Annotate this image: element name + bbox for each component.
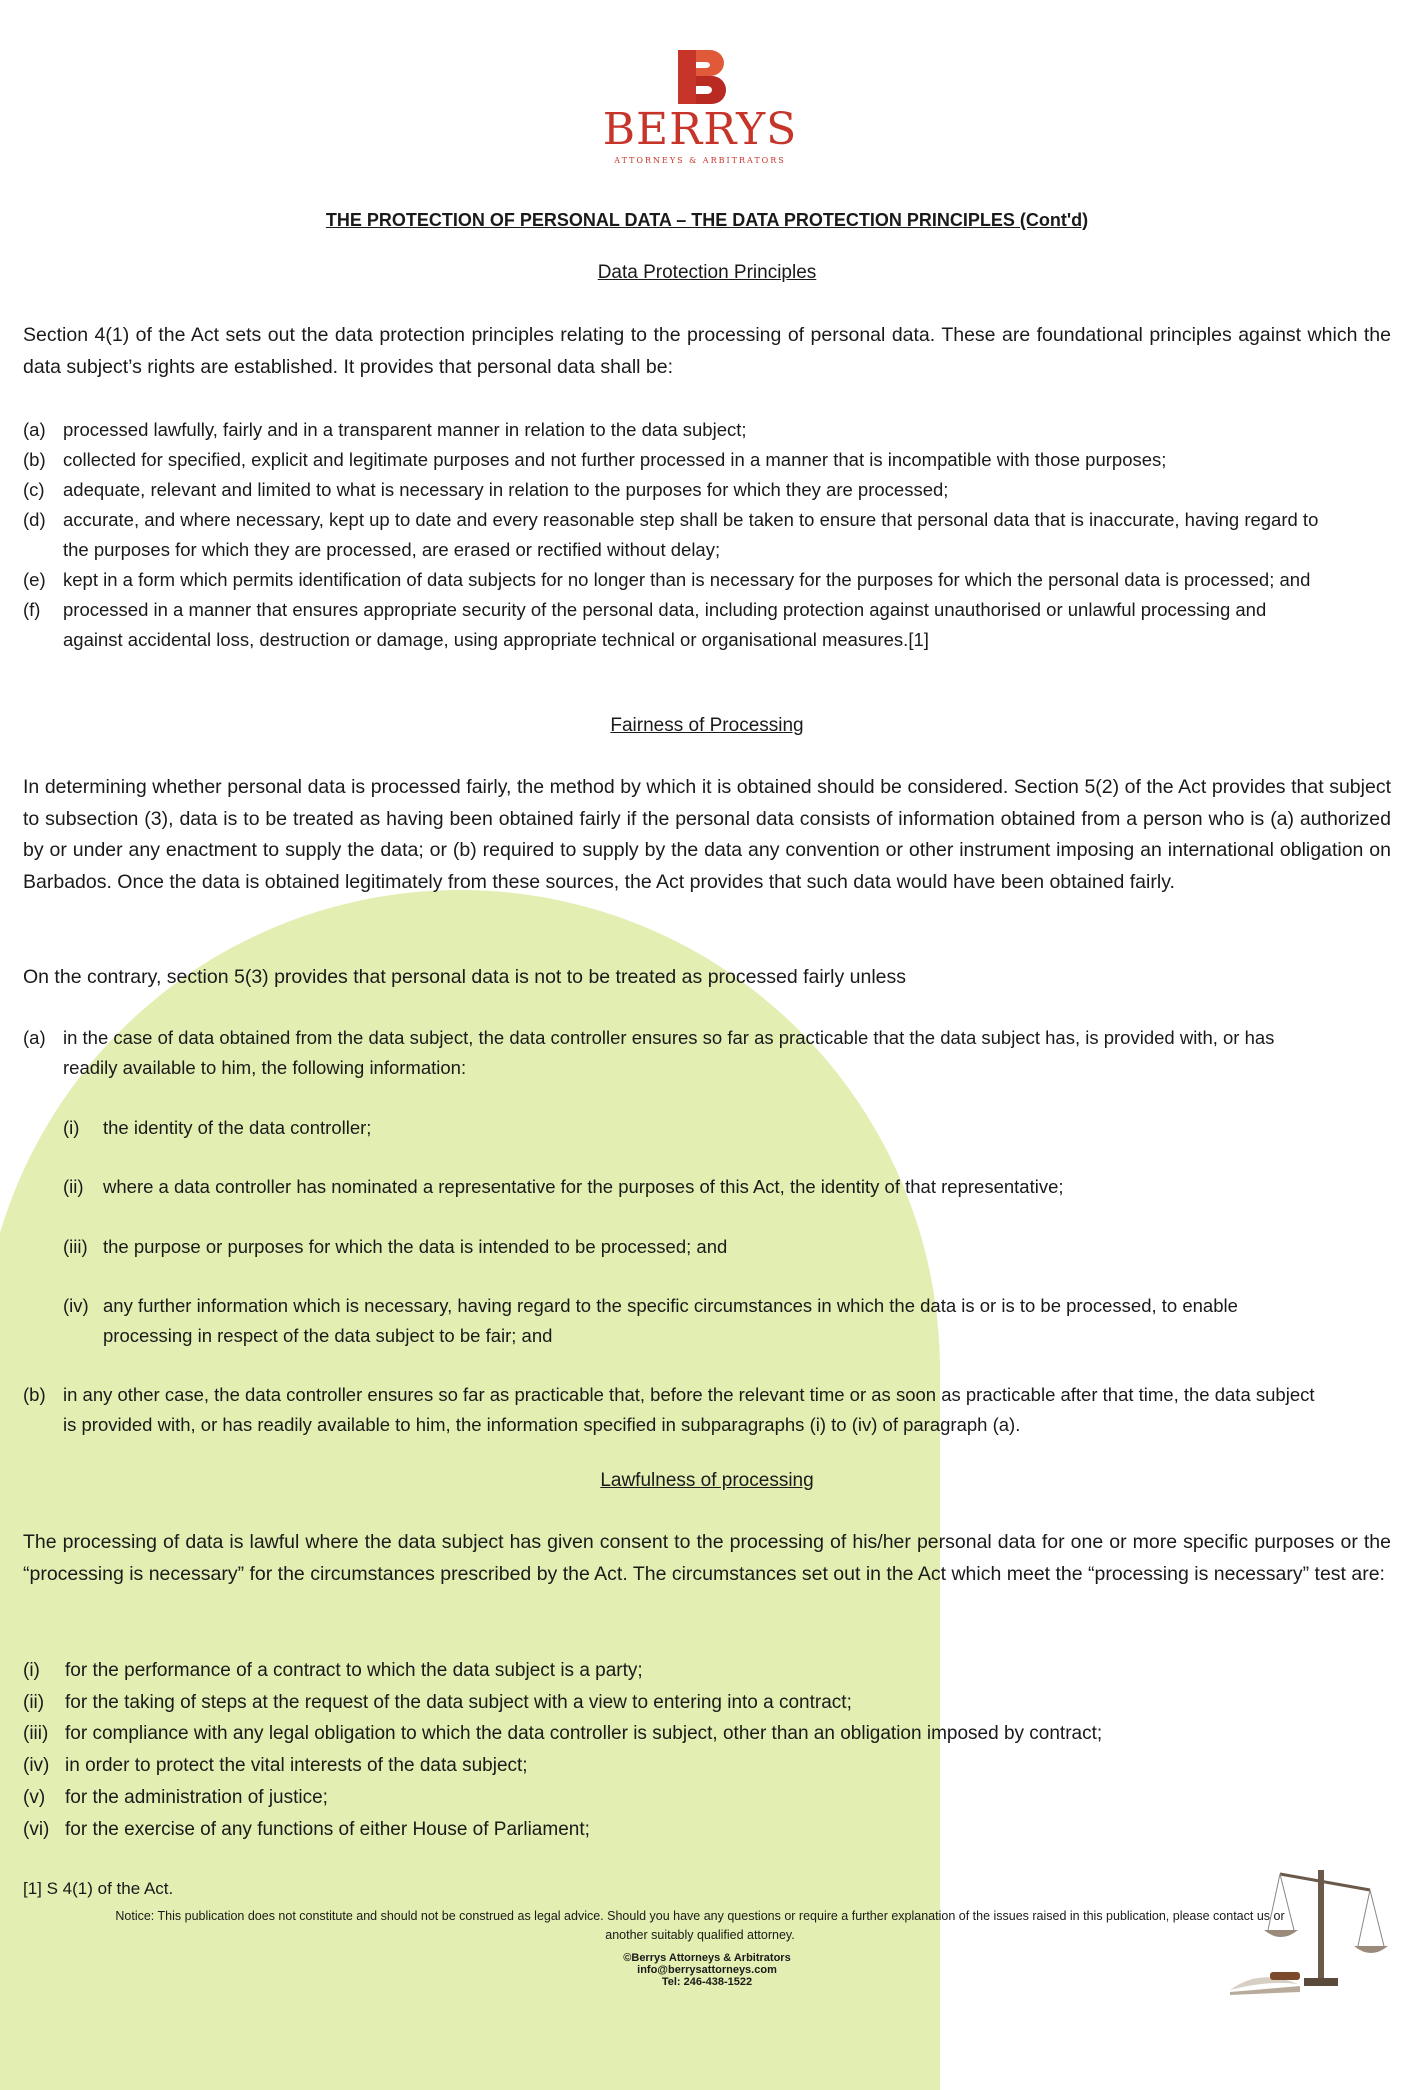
fairness-list-a: [23, 1023, 1323, 1083]
lawfulness-paragraph: The processing of data is lawful where the data subject has given consent to the processing of his/her personal data for one or more specific purposes or the “processing is necessary” for the circumstances prescribed by the Act. The circumstances set out in the Act which meet the “processing is necessary” test are:: [23, 1531, 1391, 1585]
contrary-paragraph: On the contrary, section 5(3) provides that personal data is not to be treated as processed fairly unless: [23, 966, 907, 988]
list-item: (iv) in order to protect the vital interests of the data subject;: [23, 1755, 528, 1777]
heading-lawfulness-of-processing: Lawfulness of processing: [600, 1470, 814, 1491]
scales-of-justice-icon: [1220, 1860, 1400, 1995]
list-item: (vi) for the exercise of any functions of either House of Parliament;: [23, 1818, 590, 1840]
list-item: (v) for the administration of justice;: [23, 1786, 328, 1808]
fairness-paragraph: In determining whether personal data is processed fairly, the method by which it is obtained should be considered. Section 5(2) of the Act provides that subject to subsection (3), data is to be treated as having been obtained fairly if the personal data consists of information obtained from a person who is (a) authorized by or under any enactment to supply the data; or (b) required to supply by the data any convention or other instrument imposing an international obligation on Barbados. Once the data is obtained legitimately from these sources, the Act provides that such data would have been obtained fairly.: [23, 776, 1391, 893]
list-item: (f) processed in a manner that ensures appropriate security of the personal data, including protection against unauthorised or unlawful processing and against accidental loss, destruction or damage, using appropriate technical or organisational measures.[1]: [23, 599, 1267, 650]
list-item: (e) kept in a form which permits identification of data subjects for no longer than is necessary for the purposes for which the personal data is processed; and: [23, 569, 1311, 590]
footer-phone: Tel: 246-438-1522: [661, 1976, 753, 1988]
list-item: (b) in any other case, the data controller ensures so far as practicable that, before the relevant time or as soon as practicable after that time, the data subject is provided with, or has readily available to him, the information specified in subparagraphs (i) to (iv) of paragraph (a).: [23, 1384, 1315, 1435]
list-item: (ii) for the taking of steps at the request of the data subject with a view to entering into a contract;: [23, 1691, 852, 1713]
berrys-b-mark-icon: [670, 48, 730, 106]
sub-list-item: (iv) any further information which is necessary, having regard to the specific circumstances in which the data is or is to be processed, to enable processing in respect of the data subject to be fair; and: [63, 1295, 1238, 1346]
footer-email: info@berrysattorneys.com: [637, 1964, 777, 1976]
list-item: (c) adequate, relevant and limited to what is necessary in relation to the purposes for which they are processed;: [23, 479, 949, 500]
sub-list-item: (i) the identity of the data controller;: [63, 1117, 372, 1138]
footer-copyright: ©Berrys Attorneys & Arbitrators: [623, 1952, 791, 1964]
brand-tagline: ATTORNEYS & ARBITRATORS: [614, 156, 786, 165]
page-title: THE PROTECTION OF PERSONAL DATA – THE DATA PROTECTION PRINCIPLES (Cont'd): [325, 210, 1089, 230]
list-item: (a) in the case of data obtained from the data subject, the data controller ensures so far as practicable that the data subject has, is provided with, or has readily available to him, the following information:: [23, 1027, 1275, 1078]
list-item: (d) accurate, and where necessary, kept up to date and every reasonable step shall be taken to ensure that personal data that is inaccurate, having regard to the purposes for which they are processed, are erased or rectified without delay;: [23, 509, 1319, 560]
brand-name: BERRYS: [602, 104, 798, 155]
berrys-logo: [600, 48, 800, 166]
list-item: (a) processed lawfully, fairly and in a transparent manner in relation to the data subject;: [23, 419, 747, 440]
legal-notice: Notice: This publication does not constitute and should not be construed as legal advice. Should you have any questions or require a further explanation of the issues raised in this publication, please contact us or another suitably qualified attorney.: [115, 1909, 1285, 1942]
list-item: (i) for the performance of a contract to which the data subject is a party;: [23, 1660, 643, 1681]
necessity-list: [23, 1655, 1363, 1845]
list-item: (b) collected for specified, explicit and legitimate purposes and not further processed in a manner that is incompatible with those purposes;: [23, 449, 1167, 470]
heading-fairness-of-processing: Fairness of Processing: [610, 715, 804, 736]
fairness-list-b: [23, 1380, 1323, 1440]
list-item: (iii) for compliance with any legal obligation to which the data controller is subject, other than an obligation imposed by contract;: [23, 1723, 1103, 1745]
heading-data-protection-principles: Data Protection Principles: [597, 262, 817, 283]
intro-paragraph: Section 4(1) of the Act sets out the data protection principles relating to the processing of personal data. These are foundational principles against which the data subject’s rights are established. It provides that personal data shall be:: [23, 324, 1391, 378]
principles-list: [23, 415, 1323, 655]
footnote: [1] S 4(1) of the Act.: [23, 1879, 174, 1898]
sub-list-item: (iii) the purpose or purposes for which the data is intended to be processed; and: [63, 1236, 728, 1257]
sub-list-item: (ii) where a data controller has nominated a representative for the purposes of this Act, the identity of that representative;: [63, 1176, 1064, 1197]
